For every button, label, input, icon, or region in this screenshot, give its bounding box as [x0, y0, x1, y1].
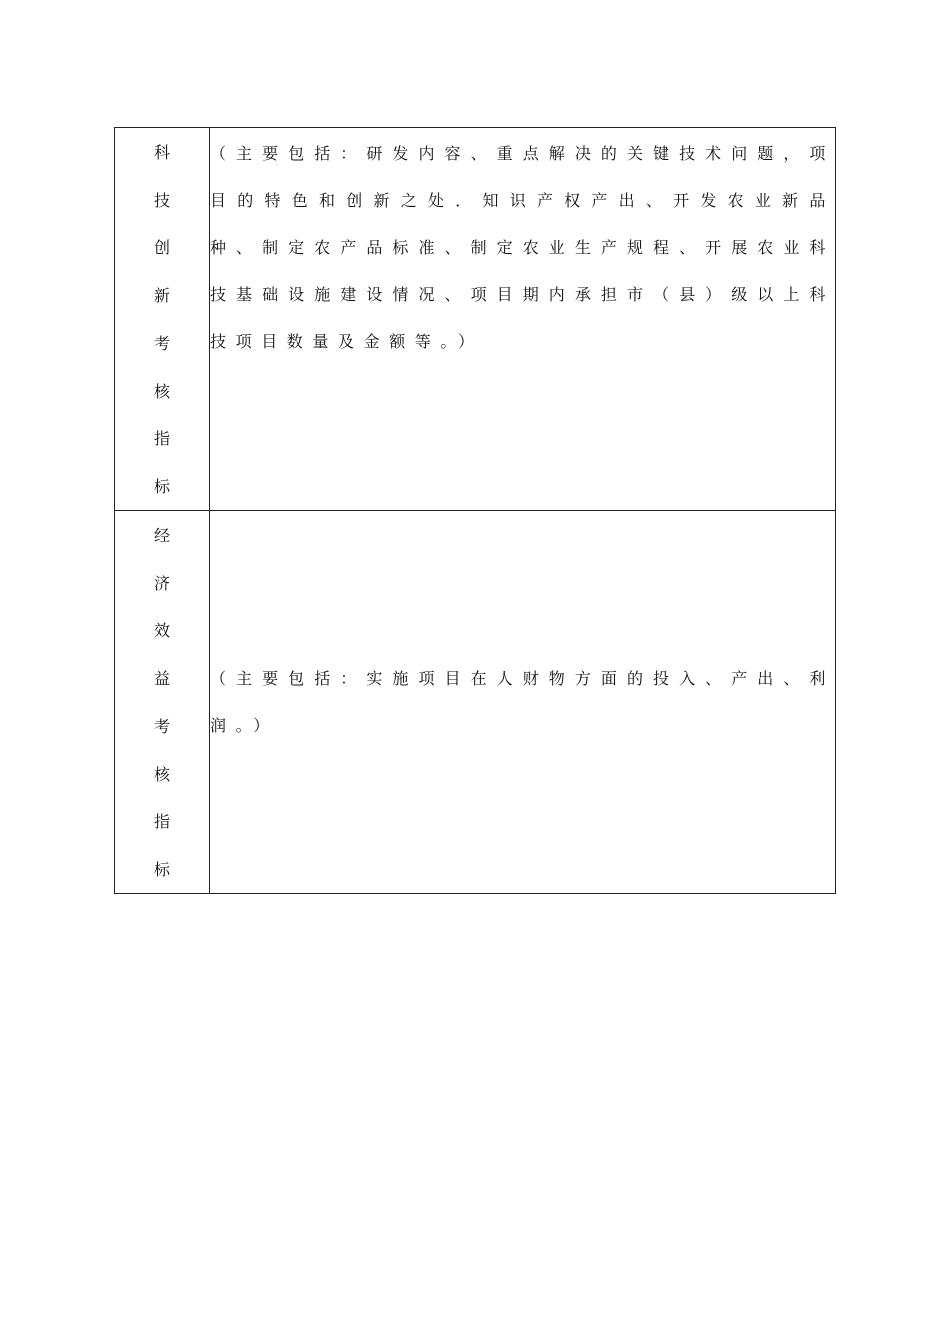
label-char: 标 [153, 859, 170, 879]
assessment-table [114, 127, 836, 894]
economic-benefit-content: （主要包括：实施项目在人财物方面的投入、产出、利润。） [210, 669, 835, 735]
label-char: 技 [153, 190, 170, 210]
label-char: 济 [153, 573, 170, 593]
tech-innovation-row [115, 128, 836, 511]
label-char: 指 [153, 429, 170, 449]
label-char: 经 [153, 526, 170, 545]
label-char: 效 [153, 621, 170, 641]
tech-innovation-content-cell[interactable] [210, 128, 836, 511]
label-char: 考 [153, 716, 170, 736]
economic-benefit-label [115, 511, 209, 893]
tech-innovation-label [115, 128, 209, 510]
label-char: 标 [153, 476, 170, 496]
label-char: 益 [153, 669, 170, 689]
label-char: 指 [153, 812, 170, 832]
economic-benefit-content-cell[interactable] [210, 511, 836, 894]
label-char: 科 [153, 143, 170, 162]
label-char: 创 [153, 238, 170, 258]
label-char: 核 [153, 764, 170, 784]
label-char: 考 [153, 333, 170, 353]
economic-benefit-row [115, 511, 836, 894]
label-char: 核 [153, 381, 170, 401]
economic-benefit-label-cell [115, 511, 210, 894]
tech-innovation-label-cell [115, 128, 210, 511]
label-char: 新 [153, 286, 170, 306]
tech-innovation-content: （主要包括：研发内容、重点解决的关键技术问题，项目的特色和创新之处．知识产权产出、开发农业新品种、制定农产品标准、制定农业生产规程、开展农业科技基础设施建设情况、项目期内承担市（县）级以上科技项目数量及金额等。） [210, 144, 835, 351]
